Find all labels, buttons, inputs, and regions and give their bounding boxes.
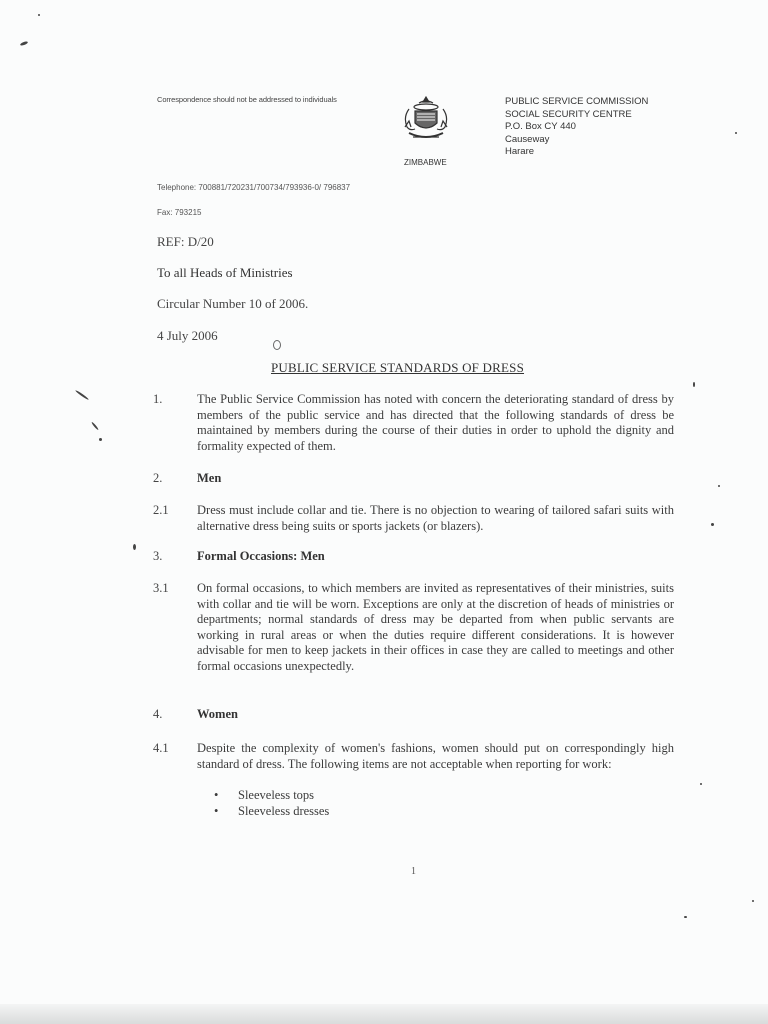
section-heading-women: Women [197,707,238,721]
unacceptable-items-list [214,787,329,819]
list-item: • Sleeveless dresses [214,804,330,818]
section-number: 4.1 [153,741,169,755]
section-2-1-text: Dress must include collar and tie. There is no objection to wearing of tailored safari suits with alternative dress being suits or sports jackets (or blazers). [197,503,674,533]
address-line: PUBLIC SERVICE COMMISSION [505,96,649,107]
address-line: SOCIAL SECURITY CENTRE [505,108,632,120]
address-line: P.O. Box CY 440 [505,121,576,132]
scan-speck [273,340,281,350]
scan-speck [99,438,102,441]
scan-speck [711,523,714,526]
scan-speck [718,485,720,487]
address-line: Harare [505,146,535,157]
list-item: • Sleeveless tops [214,788,315,802]
scan-speck [752,900,754,902]
section-number: 2.1 [153,503,169,517]
coat-of-arms-icon [395,93,457,155]
scan-speck [684,916,687,918]
document-title: PUBLIC SERVICE STANDARDS OF DRESS [271,360,525,375]
scan-speck [700,783,702,785]
section-heading-men: Men [197,471,222,485]
section-heading-formal: Formal Occasions: Men [197,549,325,563]
section-number: 1. [153,392,163,406]
fax-line: Fax: 793215 [157,208,202,217]
scan-speck [75,390,89,401]
document-date: 4 July 2006 [157,328,218,343]
section-number: 4. [153,707,163,721]
scan-speck [38,14,40,16]
section-1-text: The Public Service Commission has noted with concern the deteriorating standard of dress by members of the public service and has directed that the following standards of dress be maintained by members during the course of their duties in order to uphold the dignity and formality expected of them. [197,392,674,453]
page-number: 1 [411,866,416,877]
section-number: 2. [153,471,163,485]
circular-number: Circular Number 10 of 2006. [157,296,309,311]
scan-speck [735,132,737,134]
address-line: Causeway [505,133,550,145]
reference: REF: D/20 [157,234,214,249]
country-name: ZIMBABWE [404,158,447,167]
scan-speck [133,544,136,550]
scan-bottom-edge [0,1004,768,1024]
sender-address [505,96,648,159]
scan-speck [20,41,29,47]
section-4-1-text: Despite the complexity of women's fashions, women should put on correspondingly high standard of dress. The following items are not acceptable when reporting for work: [197,741,674,771]
section-number: 3.1 [153,581,169,595]
telephone-line: Telephone: 700881/720231/700734/793936-0/ 796837 [157,183,351,192]
section-3-1-text: On formal occasions, to which members are invited as representatives of their ministries, suits with collar and tie will be worn. Exceptions are only at the discretion of heads of ministries or departments; normal standards of dress may be departed from when public servants are working in rural areas or when the duties require different considerations. It is however advisable for men to keep jackets in their offices in case they are called to meetings and other formal occasions unexpectedly. [197,581,674,673]
scan-speck [91,422,99,431]
correspondence-note: Correspondence should not be addressed to individuals [157,95,337,104]
recipient: To all Heads of Ministries [157,265,293,280]
section-number: 3. [153,549,163,563]
scan-speck [693,382,695,387]
